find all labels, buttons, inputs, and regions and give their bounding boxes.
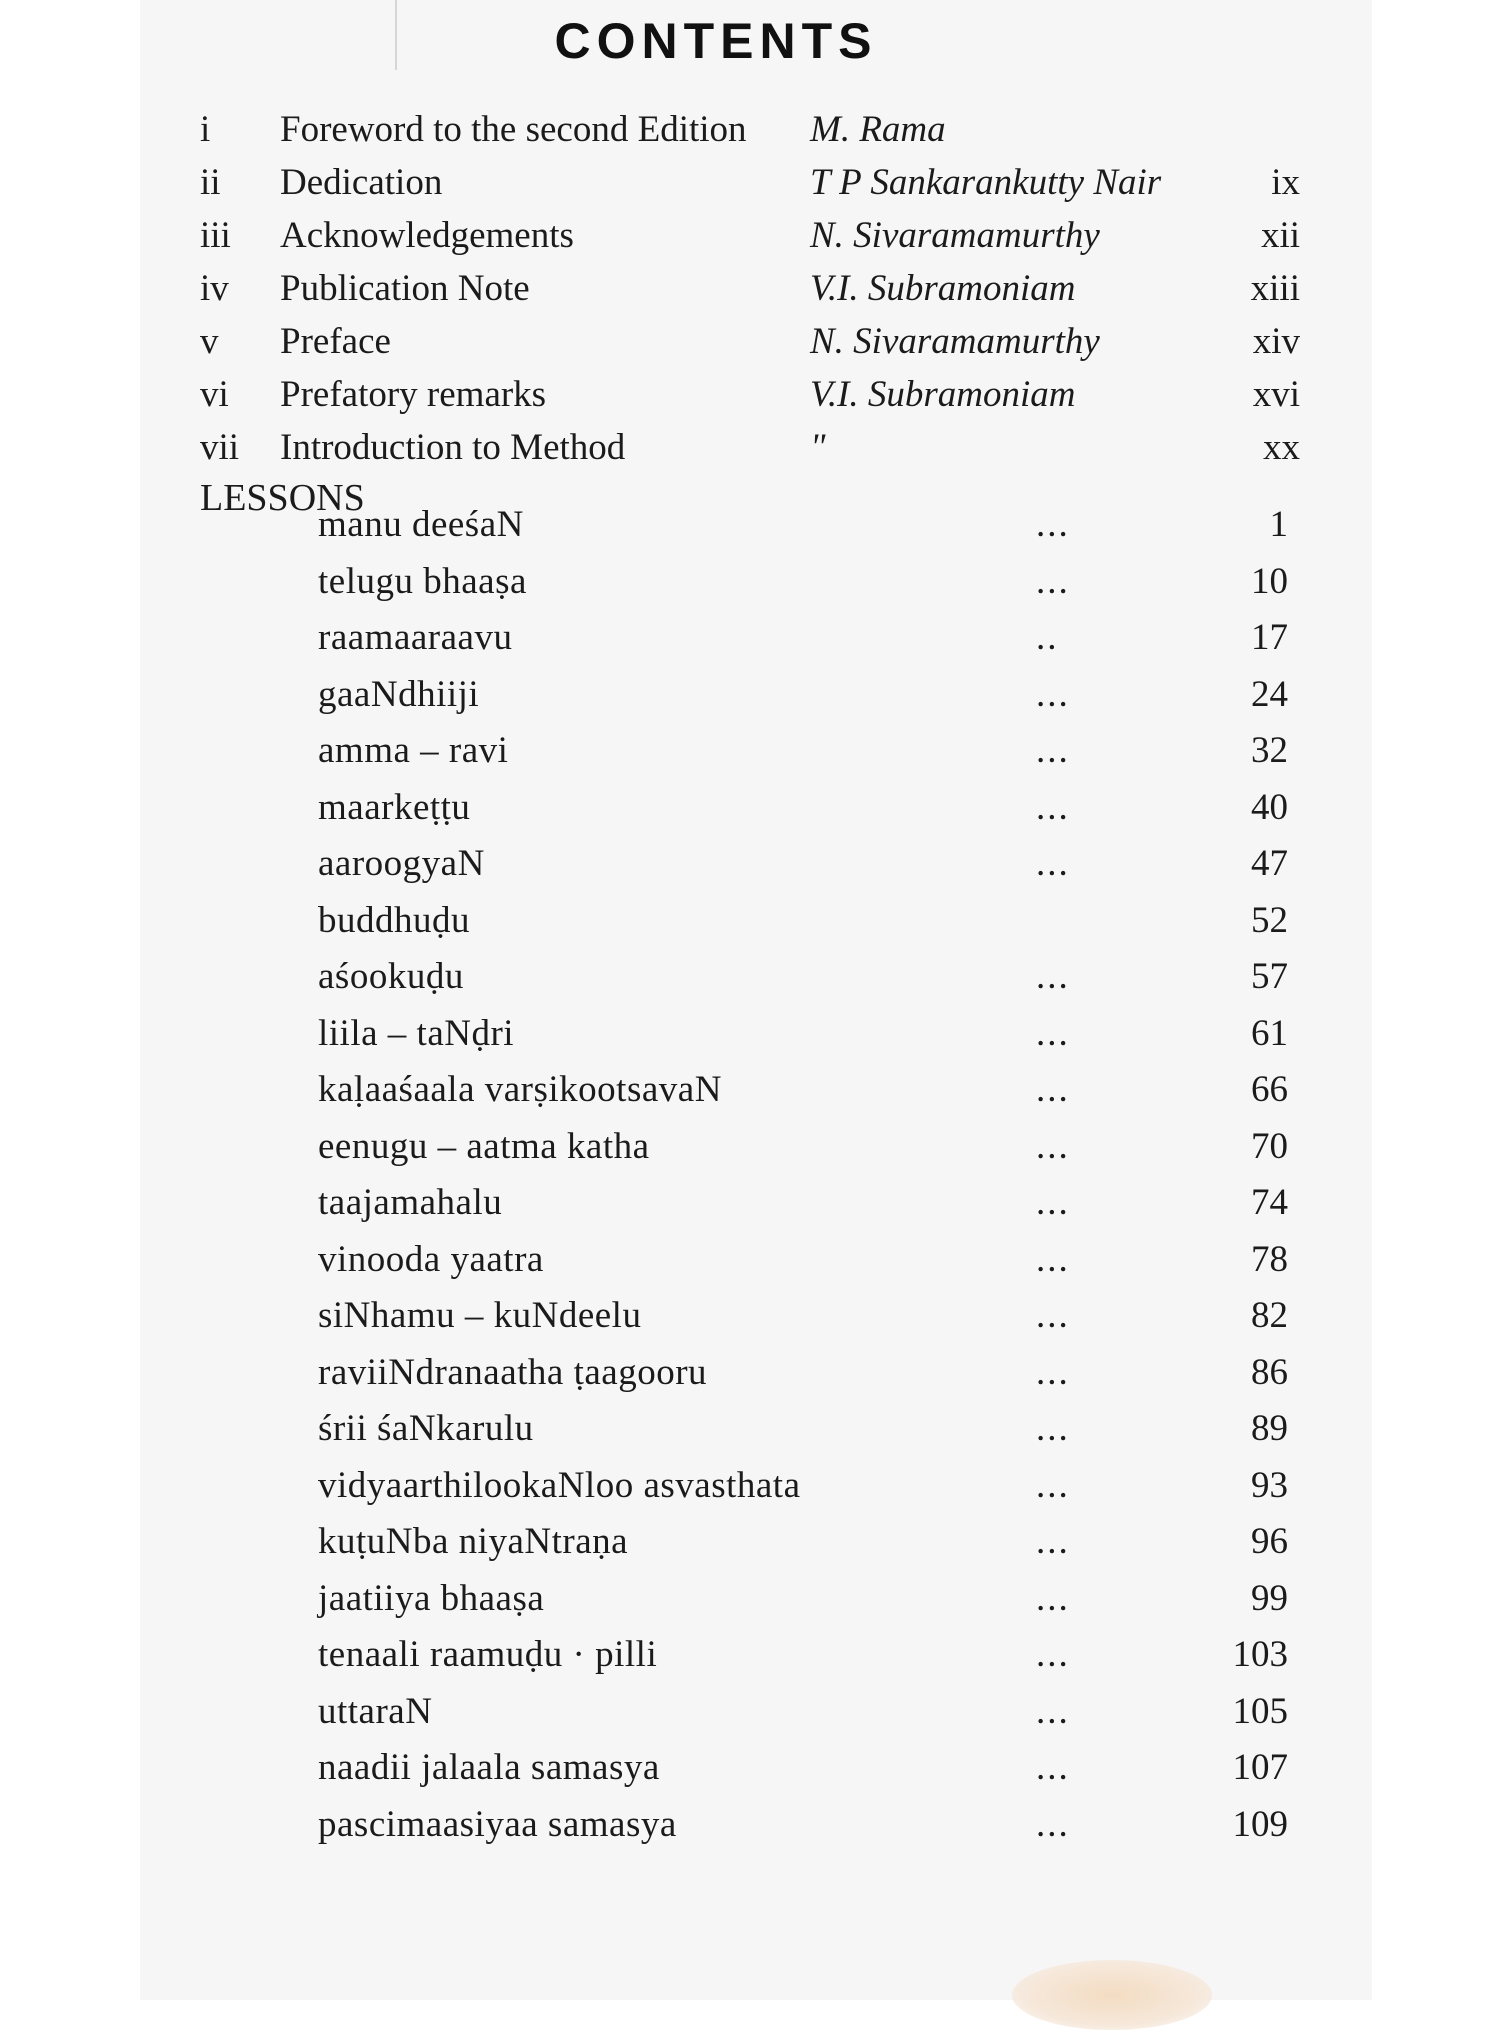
lesson-row: [318, 955, 1288, 1012]
entry-author: T P Sankarankutty Nair: [810, 162, 1162, 203]
lesson-title: buddhuḍu: [318, 899, 470, 941]
lesson-leader-dots: ...: [1036, 956, 1070, 997]
front-matter-row: [200, 426, 1300, 479]
lesson-title: manu deeśaN: [318, 504, 524, 545]
lesson-page: 52: [1251, 899, 1288, 941]
lessons-heading: LESSONS: [200, 477, 365, 519]
lesson-leader-dots: ...: [1036, 1295, 1070, 1336]
front-matter-row: [200, 108, 1300, 161]
entry-page: xiv: [1252, 321, 1300, 362]
lesson-title: gaaNdhiiji: [318, 673, 480, 715]
lesson-page: 61: [1251, 1012, 1288, 1054]
entry-page: xx: [1263, 427, 1300, 468]
lesson-row: [318, 1520, 1288, 1577]
lesson-page: 78: [1251, 1238, 1288, 1280]
front-matter-row: [200, 214, 1300, 267]
front-matter-row: [200, 373, 1300, 426]
lesson-page: 10: [1251, 560, 1288, 602]
front-matter-list: [200, 108, 1300, 479]
entry-author: V.I. Subramoniam: [810, 374, 1076, 415]
front-matter-row: [200, 161, 1300, 214]
lesson-title: maarkeṭṭu: [318, 786, 471, 828]
entry-title: Publication Note: [280, 268, 530, 309]
lesson-title: raviiNdranaatha ṭaagooru: [318, 1351, 708, 1393]
lesson-title: naadii jalaala samasya: [318, 1747, 660, 1788]
entry-page: xii: [1260, 215, 1300, 256]
lesson-page: 17: [1251, 617, 1288, 658]
lesson-leader-dots: ...: [1036, 1464, 1070, 1506]
lesson-leader-dots: ...: [1036, 504, 1070, 545]
entry-author: N. Sivaramamurthy: [810, 215, 1100, 256]
entry-author: M. Rama: [810, 109, 946, 150]
entry-author: ": [810, 427, 826, 468]
lesson-row: [318, 1746, 1288, 1803]
lesson-leader-dots: ...: [1036, 1690, 1070, 1732]
lesson-page: 96: [1251, 1521, 1288, 1562]
entry-title: Introduction to Method: [280, 427, 626, 468]
lesson-row: [318, 842, 1288, 899]
lesson-page: 82: [1251, 1295, 1288, 1336]
lesson-row: [318, 1577, 1288, 1634]
entry-number: vii: [200, 427, 240, 468]
front-matter-row: [200, 267, 1300, 320]
page-stain: [1012, 1960, 1212, 2030]
entry-title: Prefatory remarks: [280, 374, 547, 415]
lesson-title: amma – ravi: [318, 730, 509, 771]
lesson-row: [318, 1238, 1288, 1295]
lesson-title: vidyaarthilookaNloo asvasthata: [318, 1464, 801, 1506]
lesson-title: telugu bhaaṣa: [318, 560, 527, 602]
lesson-leader-dots: ...: [1036, 1351, 1070, 1393]
lesson-row: [318, 1351, 1288, 1408]
lesson-leader-dots: ...: [1036, 560, 1070, 602]
lesson-title: aśookuḍu: [318, 956, 464, 997]
entry-page: xiii: [1250, 268, 1300, 309]
entry-title: Dedication: [280, 162, 443, 203]
entry-title: Preface: [280, 321, 391, 362]
lesson-row: [318, 1803, 1288, 1860]
lesson-leader-dots: ...: [1036, 1634, 1070, 1675]
lesson-title: uttaraN: [318, 1690, 433, 1732]
lesson-page: 40: [1251, 786, 1288, 828]
entry-number: iv: [200, 268, 229, 309]
lesson-page: 47: [1251, 843, 1288, 884]
lesson-page: 66: [1251, 1069, 1288, 1110]
lesson-row: [318, 1068, 1288, 1125]
lesson-title: vinooda yaatra: [318, 1238, 544, 1280]
lesson-row: [318, 1294, 1288, 1351]
entry-number: vi: [200, 374, 229, 415]
lesson-leader-dots: ...: [1036, 1408, 1070, 1449]
lesson-title: śrii śaNkarulu: [318, 1408, 534, 1449]
entry-author: N. Sivaramamurthy: [810, 321, 1100, 362]
lesson-page: 70: [1251, 1125, 1288, 1167]
lesson-row: [318, 1012, 1288, 1069]
lesson-leader-dots: ..: [1036, 617, 1059, 658]
entry-page: xvi: [1252, 374, 1300, 415]
lesson-title: liila – taNḍri: [318, 1012, 515, 1054]
lesson-leader-dots: ...: [1036, 1577, 1070, 1619]
lesson-row: [318, 673, 1288, 730]
lesson-title: taajamahalu: [318, 1182, 503, 1223]
lesson-row: [318, 786, 1288, 843]
entry-title: Foreword to the second Edition: [280, 109, 747, 150]
page-title: CONTENTS: [554, 13, 878, 69]
lesson-leader-dots: ...: [1036, 730, 1070, 771]
lesson-page: 105: [1232, 1690, 1288, 1732]
lesson-row: [318, 1407, 1288, 1464]
lesson-page: 89: [1251, 1408, 1288, 1449]
lesson-row: [318, 560, 1288, 617]
lesson-leader-dots: ...: [1036, 673, 1070, 715]
lesson-title: pascimaasiyaa samasya: [318, 1803, 677, 1845]
lesson-title: kuṭuNba niyaNtraṇa: [318, 1521, 629, 1562]
entry-number: ii: [200, 162, 221, 203]
lesson-row: [318, 1690, 1288, 1747]
entry-page: ix: [1271, 162, 1300, 203]
lesson-title: raamaaraavu: [318, 617, 513, 658]
lesson-title: kaḷaaśaala varṣikootsavaN: [318, 1069, 722, 1110]
lesson-title: eenugu – aatma katha: [318, 1125, 650, 1167]
lesson-leader-dots: ...: [1036, 1069, 1070, 1110]
lesson-page: 109: [1232, 1803, 1288, 1845]
lesson-leader-dots: ...: [1036, 1012, 1070, 1054]
lesson-leader-dots: ...: [1036, 1182, 1070, 1223]
lesson-title: tenaali raamuḍu · pilli: [318, 1634, 658, 1675]
lesson-row: [318, 1181, 1288, 1238]
lesson-leader-dots: ...: [1036, 1521, 1070, 1562]
lesson-page: 99: [1251, 1577, 1288, 1619]
lesson-page: 57: [1251, 956, 1288, 997]
lesson-title: aaroogyaN: [318, 843, 485, 884]
lesson-row: [318, 729, 1288, 786]
lesson-row: [318, 1633, 1288, 1690]
lesson-page: 24: [1251, 673, 1288, 715]
entry-number: v: [200, 321, 219, 362]
lesson-page: 32: [1251, 730, 1288, 771]
lesson-page: 93: [1251, 1464, 1288, 1506]
lesson-title: jaatiiya bhaaṣa: [318, 1577, 545, 1619]
lesson-leader-dots: ...: [1036, 786, 1070, 828]
lesson-page: 103: [1232, 1634, 1288, 1675]
lessons-list: [318, 503, 1288, 1859]
entry-title: Acknowledgements: [280, 215, 574, 256]
lesson-title: siNhamu – kuNdeelu: [318, 1295, 642, 1336]
entry-number: iii: [200, 215, 231, 256]
lesson-leader-dots: ...: [1036, 1125, 1070, 1167]
lesson-leader-dots: ...: [1036, 1238, 1070, 1280]
lesson-page: 74: [1251, 1182, 1288, 1223]
lesson-leader-dots: ...: [1036, 843, 1070, 884]
lesson-row: [318, 503, 1288, 560]
lesson-page: 1: [1269, 504, 1288, 545]
entry-author: V.I. Subramoniam: [810, 268, 1076, 309]
lesson-row: [318, 1125, 1288, 1182]
lesson-row: [318, 899, 1288, 956]
front-matter-row: [200, 320, 1300, 373]
entry-number: i: [200, 109, 211, 150]
lesson-leader-dots: ...: [1036, 1747, 1070, 1788]
lesson-page: 107: [1232, 1747, 1288, 1788]
lesson-row: [318, 616, 1288, 673]
lesson-page: 86: [1251, 1351, 1288, 1393]
lesson-leader-dots: ...: [1036, 1803, 1070, 1845]
lesson-row: [318, 1464, 1288, 1521]
